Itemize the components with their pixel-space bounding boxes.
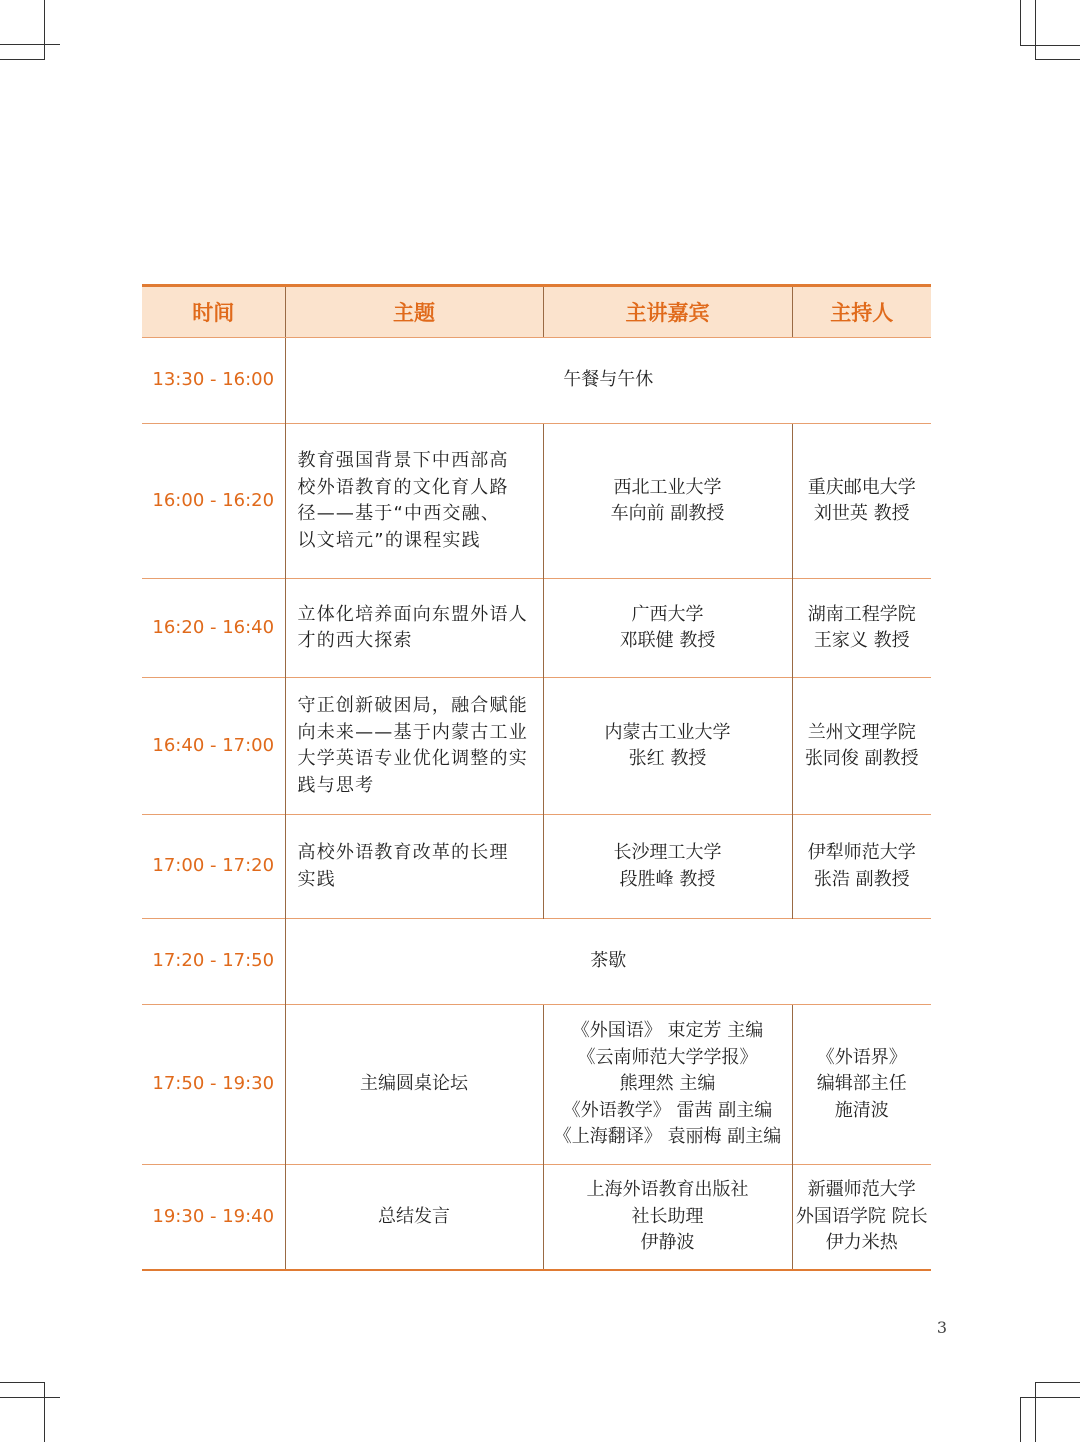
break-label: 午餐与午休 <box>563 369 654 391</box>
host-line: 编辑部主任 <box>816 1073 907 1095</box>
header-topic: 主题 <box>285 286 543 338</box>
host-line: 张浩 副教授 <box>813 868 910 890</box>
host-cell <box>792 1165 931 1270</box>
speaker-line: 张红 教授 <box>628 748 707 769</box>
topic-cell <box>285 579 543 678</box>
speaker-line: 《外语教学》 雷茜 副主编 <box>562 1099 773 1121</box>
speaker-cell <box>543 579 792 678</box>
crop-mark-bl-v <box>44 1382 45 1442</box>
topic-line: 总结发言 <box>378 1205 450 1227</box>
time-cell: 16:40 - 17:00 <box>142 678 285 815</box>
topic-cell <box>285 678 543 815</box>
speaker-line: 内蒙古工业大学 <box>604 721 731 743</box>
speaker-line: 段胜峰 教授 <box>619 868 716 890</box>
speaker-cell <box>543 424 792 579</box>
topic-cell <box>285 815 543 919</box>
crop-mark-bl-h <box>0 1382 44 1383</box>
speaker-line: 广西大学 <box>631 603 704 625</box>
topic-cell <box>285 424 543 579</box>
topic-line: 践与思考 <box>297 774 375 796</box>
time-cell: 17:00 - 17:20 <box>142 815 285 919</box>
host-line: 伊力米热 <box>825 1232 898 1253</box>
time-cell: 13:30 - 16:00 <box>142 338 285 424</box>
table-row <box>142 815 931 919</box>
crop-mark-bl-h2 <box>0 1397 60 1398</box>
crop-mark-tl-h2 <box>0 59 44 60</box>
host-line: 施清波 <box>834 1099 889 1121</box>
time-cell: 16:00 - 16:20 <box>142 424 285 579</box>
speaker-cell <box>543 1005 792 1165</box>
table-row <box>142 424 931 579</box>
schedule-table <box>142 284 931 1271</box>
crop-mark-tr-v2 <box>1035 0 1036 60</box>
host-line: 湖南工程学院 <box>807 603 916 625</box>
host-cell <box>792 424 931 579</box>
crop-mark-br-h2 <box>1020 1397 1080 1398</box>
topic-line: 大学英语专业优化调整的实 <box>297 748 528 769</box>
topic-cell <box>285 1005 543 1165</box>
crop-mark-tr-v <box>1020 0 1021 46</box>
topic-line: 高校外语教育改革的长理 <box>297 842 509 863</box>
host-line: 伊犁师范大学 <box>807 842 916 863</box>
table-row <box>142 678 931 815</box>
crop-mark-tl-h <box>0 44 60 45</box>
topic-line: 主编圆桌论坛 <box>360 1073 468 1095</box>
topic-line: 实践 <box>297 868 336 890</box>
time-cell: 17:50 - 19:30 <box>142 1005 285 1165</box>
host-line: 外国语学院 院长 <box>795 1205 928 1227</box>
speaker-line: 《云南师范大学学报》 <box>577 1046 758 1068</box>
break-cell <box>285 919 931 1005</box>
topic-line: 径——基于“中西交融、 <box>297 503 501 524</box>
speaker-line: 邓联健 教授 <box>619 630 716 651</box>
page-number: 3 <box>936 1318 947 1337</box>
speaker-line: 车向前 副教授 <box>610 503 725 524</box>
crop-mark-tr-h2 <box>1035 59 1080 60</box>
speaker-line: 《外国语》 束定芳 主编 <box>571 1020 764 1042</box>
crop-mark-tr-h <box>1020 45 1080 46</box>
time-cell: 16:20 - 16:40 <box>142 579 285 678</box>
host-line: 《外语界》 <box>816 1046 907 1068</box>
topic-line: 才的西大探索 <box>297 630 413 651</box>
topic-line: 守正创新破困局，融合赋能 <box>297 695 528 716</box>
speaker-line: 伊静波 <box>640 1232 695 1253</box>
speaker-line: 西北工业大学 <box>613 476 722 498</box>
speaker-line: 《上海翻译》 袁丽梅 副主编 <box>553 1126 782 1148</box>
speaker-line: 熊理然 主编 <box>619 1073 716 1095</box>
host-line: 张同俊 副教授 <box>804 748 919 769</box>
crop-mark-br-v <box>1020 1397 1021 1442</box>
crop-mark-tl-v <box>44 0 45 60</box>
host-cell <box>792 579 931 678</box>
topic-line: 教育强国背景下中西部高 <box>297 450 509 471</box>
crop-mark-br-h <box>1035 1382 1080 1383</box>
time-cell: 19:30 - 19:40 <box>142 1165 285 1270</box>
table-row <box>142 1165 931 1270</box>
speaker-line: 社长助理 <box>631 1205 704 1227</box>
host-line: 王家义 教授 <box>813 630 910 651</box>
header-host: 主持人 <box>792 286 931 338</box>
topic-cell <box>285 1165 543 1270</box>
topic-line: 校外语教育的文化育人路 <box>297 476 509 498</box>
table-row <box>142 338 931 424</box>
topic-line: 以文培元”的课程实践 <box>297 529 481 551</box>
speaker-cell <box>543 815 792 919</box>
table-row <box>142 919 931 1005</box>
speaker-line: 长沙理工大学 <box>613 842 722 863</box>
topic-line: 向未来——基于内蒙古工业 <box>297 721 528 743</box>
header-time: 时间 <box>142 286 285 338</box>
table-row <box>142 579 931 678</box>
time-cell: 17:20 - 17:50 <box>142 919 285 1005</box>
speaker-cell <box>543 678 792 815</box>
host-cell <box>792 1005 931 1165</box>
speaker-cell <box>543 1165 792 1270</box>
topic-line: 立体化培养面向东盟外语人 <box>297 603 528 625</box>
host-line: 重庆邮电大学 <box>807 476 916 498</box>
table-header-row <box>142 286 931 338</box>
crop-mark-br-v2 <box>1035 1382 1036 1442</box>
break-label: 茶歇 <box>590 950 627 972</box>
host-cell <box>792 678 931 815</box>
break-cell <box>285 338 931 424</box>
header-speaker: 主讲嘉宾 <box>543 286 792 338</box>
host-cell <box>792 815 931 919</box>
host-line: 兰州文理学院 <box>807 721 916 743</box>
host-line: 刘世英 教授 <box>813 503 910 524</box>
table-row <box>142 1005 931 1165</box>
host-line: 新疆师范大学 <box>807 1179 916 1200</box>
speaker-line: 上海外语教育出版社 <box>586 1179 749 1200</box>
